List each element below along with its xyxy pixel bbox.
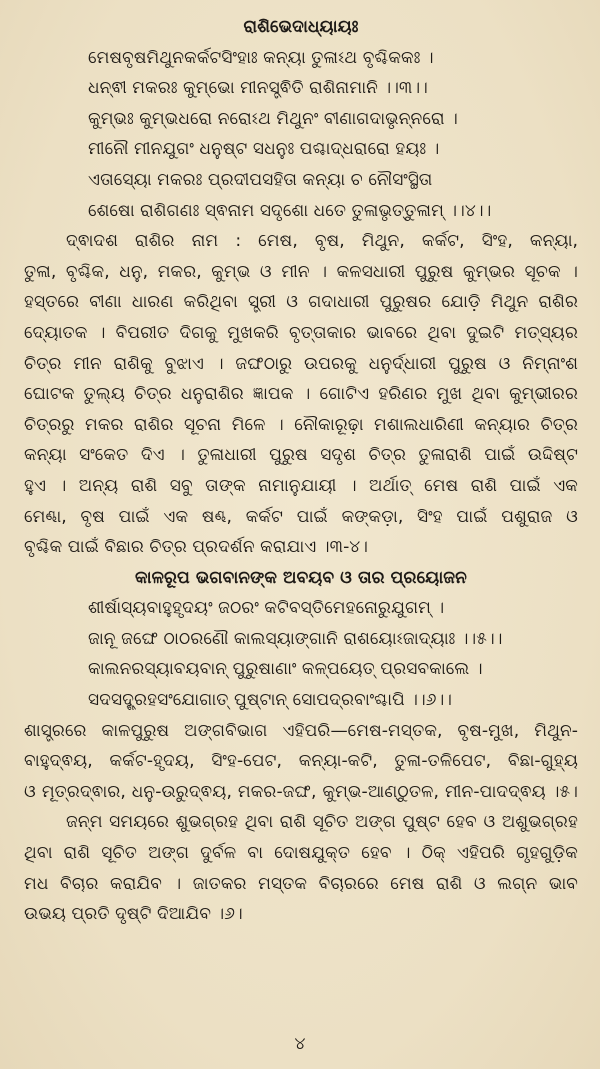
verse-line: ଶେଷୋ ରାଶିଗଣଃ ସ୍ଵନାମ ସଦୃଶୋ ଧତେ ତୁଳାଭୃତ୍ତୁଳାମ୍ ।।୪।।	[88, 200, 492, 221]
prose-line: ମଧ ବିଚାର କରାଯିବ । ଜାତକର ମସ୍ତକ ବିଚାରରେ ମେଷ ରାଶି ଓ ଲଗ୍ନ ଭାବ	[24, 873, 578, 894]
prose-line: ଶାସ୍ତ୍ରରେ କାଳପୁରୁଷ ଅଙ୍ଗବିଭାଗ ଏହିପରି—ମେଷ-ମସ୍ତକ, ବୃଷ-ମୁଖ, ମିଥୁନ-	[24, 720, 578, 741]
chapter-heading: ରାଶିଭେଦାଧ୍ୟାୟଃ	[243, 17, 359, 37]
page-number: ୪	[294, 1034, 306, 1054]
prose-line: ଘୋଟକ ତୁଲ୍ୟ ଚିତ୍ର ଧନୁରାଶିର ଜ୍ଞାପକ । ଗୋଟିଏ ହରିଣର ମୁଖ ଥିବା କୁମ୍ଭୀରର	[24, 384, 578, 405]
prose-line: ବାହୁଦ୍ଵୟ, କର୍କଟ-ହୃଦୟ, ସିଂହ-ପେଟ, କନ୍ୟା-କଟି, ତୁଳା-ତଳିପେଟ, ବିଛା-ଗୁହ୍ୟ	[24, 751, 578, 772]
prose-line: ଥିବା ରାଶି ସୂଚିତ ଅଙ୍ଗ ଦୁର୍ବଳ ବା ଦୋଷଯୁକ୍ତ ହେବ । ଠିକ୍ ଏହିପରି ଗୃହଗୁଡ଼ିକ	[24, 843, 578, 864]
prose-line: ହୁଏ । ଅନ୍ୟ ରାଶି ସବୁ ତାଙ୍କ ନାମାନୁଯାୟୀ । ଅର୍ଥାତ୍ ମେଷ ରାଶି ପାଇଁ ଏକ	[24, 475, 578, 496]
prose-line: ଉଭୟ ପ୍ରତି ଦୃଷ୍ଟି ଦିଆଯିବ ।୬।	[24, 904, 243, 925]
verse-line: ଶୀର୍ଷାସ୍ୟବାହୁହୃଦୟଂ ଜଠରଂ କଟିବସ୍ତିମେହନୋରୁଯୁଗମ୍ ।	[88, 598, 445, 619]
section-heading: କାଳରୂପ ଭଗବାନଙ୍କ ଅବୟବ ଓ ତାର ପ୍ରୟୋଜନ	[134, 567, 467, 588]
verse-line: ମେଷବୃଷମିଥୁନକର୍କଟସିଂହାଃ କନ୍ୟା ତୁଳାଽଥ ବୃଶ୍ଚିକକଃ ।	[88, 47, 434, 68]
verse-line: ଜାନୂ ଜଙ୍ଘେ ଠାଠରଣୌ କାଲସ୍ୟାଙ୍ଗାନି ରାଶୟୋଽଜାଦ୍ୟାଃ ।।୫।।	[88, 628, 503, 649]
prose-line: କନ୍ୟା ସଂକେତ ଦିଏ । ତୁଳାଧାରୀ ପୁରୁଷ ସଦୃଶ ଚିତ୍ର ତୁଳାରାଶି ପାଇଁ ଉଦ୍ଦିଷ୍ଟ	[24, 445, 578, 466]
prose-line: ଓ ମୂତ୍ରଦ୍ଵାର, ଧନୁ-ଉରୁଦ୍ଵୟ, ମକର-ଜଙ୍ଘ, କୁମ୍ଭ-ଆଣ୍ଠୁତଳ, ମୀନ-ପାଦଦ୍ଵୟ ।୫।	[24, 781, 578, 802]
prose-line: ଦ୍ୟୋତକ । ବିପରୀତ ଦିଗକୁ ମୁଖକରି ବୃତ୍ତାକାର ଭାବରେ ଥିବା ଦୁଇଟି ମତ୍ସ୍ୟର	[24, 322, 578, 343]
prose-line: ଦ୍ଵାଦଶ ରାଶିର ନାମ : ମେଷ, ବୃଷ, ମିଥୁନ, କର୍କଟ, ସିଂହ, କନ୍ୟା,	[66, 231, 578, 252]
prose-line: ଚିତ୍ରରୁ ମକର ରାଶିର ସୂଚନା ମିଳେ । ନୌକାରୂଢ଼ା ମଶାଲଧାରିଣୀ କନ୍ୟାର ଚିତ୍ର	[24, 414, 578, 435]
prose-line: ହସ୍ତରେ ବୀଣା ଧାରଣ କରିଥିବା ସ୍ତ୍ରୀ ଓ ଗଦାଧାରୀ ପୁରୁଷର ଯୋଡ଼ି ମିଥୁନ ରାଶିର	[24, 292, 578, 313]
verse-line: ଧନ୍ଵୀ ମକରଃ କୁମ୍ଭୋ ମୀନସ୍ତ୍ଵିତି ରାଶିନାମାନି ।।୩।।	[88, 78, 428, 99]
prose-line: ବୃଶ୍ଚିକ ପାଇଁ ବିଛାର ଚିତ୍ର ପ୍ରଦର୍ଶନ କରାଯାଏ ।୩-୪।	[24, 537, 369, 558]
prose-line: ମେଣ୍ଢା, ବୃଷ ପାଇଁ ଏକ ଷଣ୍ଢ, କର୍କଟ ପାଇଁ କଙ୍କଡ଼ା, ସିଂହ ପାଇଁ ପଶୁରାଜ ଓ	[24, 506, 578, 527]
prose-line: ଚିତ୍ର ମୀନ ରାଶିକୁ ବୁଝାଏ । ଜଙ୍ଘଠାରୁ ଉପରକୁ ଧନୁର୍ଦ୍ଧାରୀ ପୁରୁଷ ଓ ନିମ୍ନାଂଶ	[24, 353, 578, 374]
prose-line: ଜନ୍ମ ସମୟରେ ଶୁଭଗ୍ରହ ଥିବା ରାଶି ସୂଚିତ ଅଙ୍ଗ ପୁଷ୍ଟ ହେବ ଓ ଅଶୁଭଗ୍ରହ	[66, 812, 578, 833]
verse-line: ସଦସଦ୍ଗ୍ରହସଂଯୋଗାତ୍ ପୁଷ୍ଟାନ୍ ସୋପଦ୍ରବାଂଶ୍ଚାପି ।।୬।।	[88, 690, 453, 711]
prose-line: ତୁଳା, ବୃଶ୍ଚିକ, ଧନୁ, ମକର, କୁମ୍ଭ ଓ ମୀନ । କଳସଧାରୀ ପୁରୁଷ କୁମ୍ଭର ସୂଚକ ।	[24, 261, 578, 282]
verse-line: କାଲନରସ୍ୟାବୟବାନ୍ ପୁରୁଷାଣାଂ କଳ୍ପୟେତ୍ ପ୍ରସବକାଲେ ।	[88, 659, 483, 680]
verse-line: ଏତାସ୍ୟୋ ମକରଃ ପ୍ରଦୀପସହିତା କନ୍ୟା ଚ ନୌସଂସ୍ଥିତା	[88, 169, 433, 190]
verse-line: କୁମ୍ଭଃ କୁମ୍ଭଧରୋ ନରୋଽଥ ମିଥୁନଂ ବୀଣାଗଦାଭୃନ୍ନରୋ ।	[88, 108, 458, 129]
verse-line: ମୀନୌ ମୀନଯୁଗଂ ଧନୁଷ୍ଟ ସଧନୁଃ ପଶ୍ଚାଦ୍ଧରାରୋ ହୟଃ ।	[88, 139, 440, 160]
